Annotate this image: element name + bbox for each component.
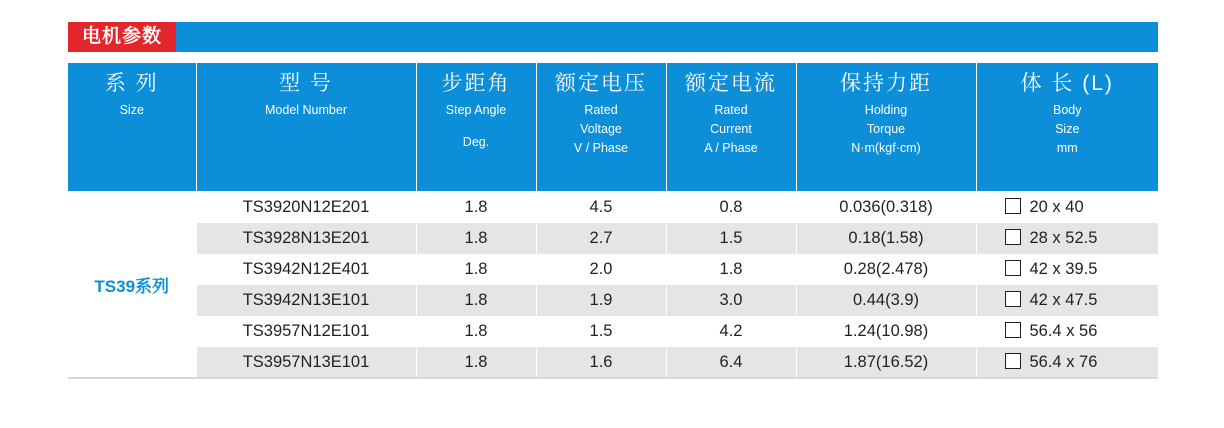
table-bottom-divider <box>68 377 1158 379</box>
column-header-series-cn: 系 列 <box>104 72 159 95</box>
cell-model: TS3957N13E101 <box>196 347 416 378</box>
cell-step-angle: 1.8 <box>416 347 536 378</box>
checkbox-icon[interactable] <box>1005 198 1021 214</box>
table-row <box>68 285 1158 316</box>
checkbox-icon[interactable] <box>1005 260 1021 276</box>
column-header-step-angle-en: Step Angle Deg. <box>445 103 507 149</box>
cell-body-size-text: 42 x 47.5 <box>1029 290 1098 309</box>
cell-holding-torque: 0.18(1.58) <box>796 223 976 254</box>
cell-rated-voltage: 1.9 <box>536 285 666 316</box>
series-cell: TS39系列 <box>68 191 196 378</box>
column-header-rated-current-en: Rated Current A / Phase <box>704 103 758 155</box>
checkbox-icon[interactable] <box>1005 291 1021 307</box>
cell-body-size-text: 28 x 52.5 <box>1029 228 1098 247</box>
checkbox-icon[interactable] <box>1005 353 1021 369</box>
cell-rated-current: 0.8 <box>666 191 796 223</box>
column-header-holding-torque-cn: 保持力距 <box>840 72 932 95</box>
column-header-step-angle-cn: 步距角 <box>441 72 511 95</box>
cell-body-size <box>976 285 1158 316</box>
cell-body-size <box>976 254 1158 285</box>
table-row <box>68 223 1158 254</box>
column-header-model-en: Model Number <box>265 103 347 118</box>
column-header-series <box>68 63 196 191</box>
cell-body-size-text: 56.4 x 76 <box>1029 352 1098 371</box>
section-title-fill <box>176 22 1158 52</box>
cell-body-size-text: 42 x 39.5 <box>1029 259 1098 278</box>
cell-model: TS3928N13E201 <box>196 223 416 254</box>
cell-model: TS3957N12E101 <box>196 316 416 347</box>
section-title-label: 电机参数 <box>68 22 176 52</box>
cell-body-size <box>976 316 1158 347</box>
cell-rated-current: 1.8 <box>666 254 796 285</box>
cell-step-angle: 1.8 <box>416 191 536 223</box>
cell-holding-torque: 1.24(10.98) <box>796 316 976 347</box>
column-header-rated-current <box>666 63 796 191</box>
column-header-rated-current-cn: 额定电流 <box>685 72 777 95</box>
cell-rated-current: 1.5 <box>666 223 796 254</box>
cell-step-angle: 1.8 <box>416 254 536 285</box>
cell-rated-voltage: 1.6 <box>536 347 666 378</box>
cell-holding-torque: 0.28(2.478) <box>796 254 976 285</box>
cell-rated-current: 4.2 <box>666 316 796 347</box>
cell-model: TS3920N12E201 <box>196 191 416 223</box>
cell-rated-current: 6.4 <box>666 347 796 378</box>
column-header-step-angle <box>416 63 536 191</box>
cell-holding-torque: 0.036(0.318) <box>796 191 976 223</box>
column-header-rated-voltage-en: Rated Voltage V / Phase <box>573 103 629 155</box>
cell-rated-voltage: 4.5 <box>536 191 666 223</box>
table-row <box>68 316 1158 347</box>
column-header-model-cn: 型 号 <box>279 72 333 95</box>
cell-body-size-text: 20 x 40 <box>1029 197 1084 216</box>
cell-step-angle: 1.8 <box>416 316 536 347</box>
cell-model: TS3942N13E101 <box>196 285 416 316</box>
table-row <box>68 254 1158 285</box>
cell-step-angle: 1.8 <box>416 223 536 254</box>
column-header-holding-torque <box>796 63 976 191</box>
checkbox-icon[interactable] <box>1005 322 1021 338</box>
cell-body-size <box>976 191 1158 223</box>
column-header-body-size <box>976 63 1158 191</box>
cell-body-size-text: 56.4 x 56 <box>1029 321 1098 340</box>
cell-holding-torque: 0.44(3.9) <box>796 285 976 316</box>
column-header-holding-torque-en: Holding Torque N·m(kgf·cm) <box>851 103 921 155</box>
column-header-body-size-en: Body Size mm <box>1053 103 1082 155</box>
column-header-series-en: Size <box>119 103 144 118</box>
cell-rated-voltage: 1.5 <box>536 316 666 347</box>
cell-model: TS3942N12E401 <box>196 254 416 285</box>
column-header-body-size-cn: 体 长 (L) <box>1020 72 1114 95</box>
cell-body-size <box>976 223 1158 254</box>
motor-parameters-table <box>68 63 1158 378</box>
cell-rated-voltage: 2.0 <box>536 254 666 285</box>
cell-step-angle: 1.8 <box>416 285 536 316</box>
cell-holding-torque: 1.87(16.52) <box>796 347 976 378</box>
column-header-rated-voltage-cn: 额定电压 <box>555 72 647 95</box>
table-row <box>68 191 1158 223</box>
column-header-model <box>196 63 416 191</box>
cell-body-size <box>976 347 1158 378</box>
cell-rated-voltage: 2.7 <box>536 223 666 254</box>
section-title-bar <box>68 22 1158 52</box>
table-row <box>68 347 1158 378</box>
table-header-row <box>68 63 1158 191</box>
cell-rated-current: 3.0 <box>666 285 796 316</box>
column-header-rated-voltage <box>536 63 666 191</box>
checkbox-icon[interactable] <box>1005 229 1021 245</box>
